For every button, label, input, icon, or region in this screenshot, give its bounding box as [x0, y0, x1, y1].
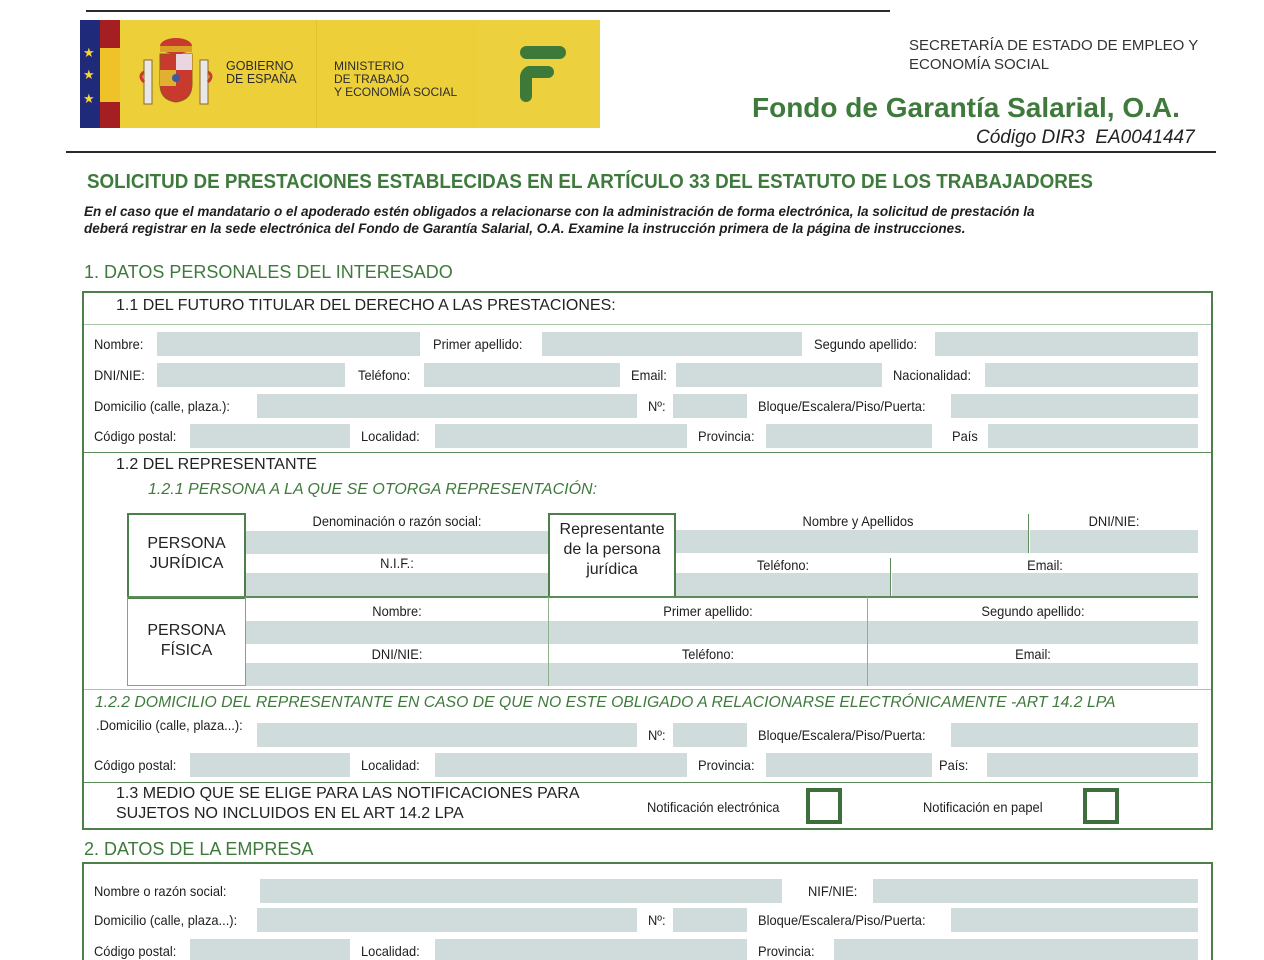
localidad-input[interactable] — [435, 424, 687, 448]
coat-of-arms-icon — [138, 32, 214, 112]
domicilio-input[interactable] — [257, 394, 637, 418]
nacionalidad-label: Nacionalidad: — [893, 367, 972, 383]
cp-input[interactable] — [190, 424, 350, 448]
rep-cp-label: Código postal: — [94, 757, 177, 773]
section12-title: 1.2 DEL REPRESENTANTE — [116, 456, 317, 473]
divider — [1028, 514, 1029, 553]
top-rule — [86, 10, 890, 12]
government-label: GOBIERNO DE ESPAÑA — [226, 59, 297, 86]
rep-email-label: Email: — [1027, 557, 1063, 573]
fisica-dni-input[interactable] — [246, 663, 548, 686]
divider — [84, 689, 1211, 690]
rep-nombre-apellidos-input[interactable] — [676, 530, 1028, 553]
fisica-email-label: Email: — [1015, 646, 1051, 662]
empresa-nif-label: NIF/NIE: — [808, 883, 858, 899]
empresa-provincia-input[interactable] — [834, 939, 1198, 960]
divider — [127, 596, 1198, 598]
divider — [84, 782, 1211, 783]
divider — [84, 324, 1211, 325]
rep-email-input[interactable] — [892, 573, 1198, 596]
numero-input[interactable] — [673, 394, 747, 418]
segundo-apellido-label: Segundo apellido: — [814, 336, 918, 352]
rep-domicilio-label: .Domicilio (calle, plaza...): — [96, 717, 243, 733]
nacionalidad-input[interactable] — [985, 363, 1198, 387]
empresa-bloque-label: Bloque/Escalera/Piso/Puerta: — [758, 912, 926, 928]
fisica-dni-label: DNI/NIE: — [371, 646, 423, 662]
divider — [867, 597, 868, 686]
notificacion-electronica-label: Notificación electrónica — [647, 799, 780, 815]
empresa-domicilio-input[interactable] — [257, 908, 637, 932]
persona-juridica-label: PERSONA JURÍDICA — [147, 535, 226, 572]
rep-localidad-input[interactable] — [435, 753, 687, 777]
rep-pais-label: País: — [939, 757, 969, 773]
nif-label: N.I.F.: — [380, 555, 414, 571]
provincia-label: Provincia: — [698, 428, 755, 444]
telefono-label: Teléfono: — [358, 367, 411, 383]
primer-apellido-label: Primer apellido: — [433, 336, 523, 352]
empresa-localidad-input[interactable] — [435, 939, 747, 960]
fisica-segundo-apellido-label: Segundo apellido: — [981, 603, 1085, 619]
empresa-cp-label: Código postal: — [94, 943, 177, 959]
section121-title: 1.2.1 PERSONA A LA QUE SE OTORGA REPRESENTACIÓN: — [148, 481, 598, 498]
denominacion-label: Denominación o razón social: — [312, 513, 482, 529]
rep-provincia-label: Provincia: — [698, 757, 755, 773]
segundo-apellido-input[interactable] — [935, 332, 1198, 356]
email-label: Email: — [631, 367, 667, 383]
divider — [548, 597, 549, 686]
pais-input[interactable] — [988, 424, 1198, 448]
fisica-primer-apellido-input[interactable] — [549, 621, 867, 644]
rep-bloque-label: Bloque/Escalera/Piso/Puerta: — [758, 727, 926, 743]
rep-numero-input[interactable] — [673, 723, 747, 747]
section1-title: 1. DATOS PERSONALES DEL INTERESADO — [84, 262, 453, 282]
divider — [84, 452, 1211, 453]
dir3-code: Código DIR3 EA0041447 — [976, 127, 1195, 148]
section122-title: 1.2.2 DOMICILIO DEL REPRESENTANTE EN CASO DE QUE NO ESTE OBLIGADO A RELACIONARSE ELECTRÓNICAMENTE -ART 14.2 LPA — [95, 694, 1116, 711]
pais-label: País — [952, 428, 978, 444]
fisica-nombre-label: Nombre: — [372, 603, 422, 619]
empresa-localidad-label: Localidad: — [361, 943, 420, 959]
empresa-cp-input[interactable] — [190, 939, 350, 960]
email-input[interactable] — [676, 363, 882, 387]
section11-title: 1.1 DEL FUTURO TITULAR DEL DERECHO A LAS PRESTACIONES: — [116, 297, 616, 314]
empresa-numero-label: Nº: — [648, 912, 666, 928]
empresa-nombre-label: Nombre o razón social: — [94, 883, 227, 899]
fisica-email-input[interactable] — [868, 663, 1198, 686]
fogasa-f-logo-icon — [514, 46, 568, 102]
bloque-label: Bloque/Escalera/Piso/Puerta: — [758, 398, 926, 414]
nombre-label: Nombre: — [94, 336, 144, 352]
intro-text: En el caso que el mandatario o el apoderado estén obligados a relacionarse con la administración de forma electrónica, la solicitud de prestación la deberá registrar en la sede electrónica del Fondo de Garantía Salarial, O.A. Examine la instrucción primera de la página de instrucciones. — [84, 203, 1035, 236]
divider — [890, 558, 891, 598]
denominacion-input[interactable] — [246, 531, 548, 554]
empresa-provincia-label: Provincia: — [758, 943, 815, 959]
star-icon: ★ — [83, 45, 95, 60]
notificacion-papel-label: Notificación en papel — [923, 799, 1043, 815]
rep-telefono-label: Teléfono: — [756, 557, 810, 573]
fisica-nombre-input[interactable] — [246, 621, 548, 644]
dni-input[interactable] — [157, 363, 345, 387]
section13-title: 1.3 MEDIO QUE SE ELIGE PARA LAS NOTIFICACIONES PARA SUJETOS NO INCLUIDOS EN EL ART 14.2 LPA — [116, 785, 580, 822]
fisica-segundo-apellido-input[interactable] — [868, 621, 1198, 644]
spain-flag-yellow — [100, 48, 120, 102]
persona-fisica-label: PERSONA FÍSICA — [147, 622, 226, 659]
nif-input[interactable] — [246, 573, 548, 596]
section2-title: 2. DATOS DE LA EMPRESA — [84, 839, 314, 859]
fisica-telefono-input[interactable] — [549, 663, 867, 686]
rep-dni-input[interactable] — [1030, 530, 1198, 553]
cp-label: Código postal: — [94, 428, 177, 444]
notificacion-papel-checkbox[interactable] — [1083, 788, 1119, 824]
rep-dni-label: DNI/NIE: — [1088, 513, 1140, 529]
rep-bloque-input[interactable] — [951, 723, 1198, 747]
fisica-primer-apellido-label: Primer apellido: — [663, 603, 753, 619]
rep-domicilio-input[interactable] — [257, 723, 637, 747]
telefono-input[interactable] — [424, 363, 620, 387]
logo-divider — [316, 20, 317, 128]
representante-label: Representante de la persona jurídica — [559, 521, 665, 578]
rep-localidad-label: Localidad: — [361, 757, 420, 773]
empresa-domicilio-label: Domicilio (calle, plaza...): — [94, 912, 238, 928]
empresa-nif-input[interactable] — [873, 879, 1198, 903]
fisica-telefono-label: Teléfono: — [681, 646, 735, 662]
nombre-input[interactable] — [157, 332, 420, 356]
star-icon: ★ — [83, 91, 95, 106]
form-title: SOLICITUD DE PRESTACIONES ESTABLECIDAS EN EL ARTÍCULO 33 DEL ESTATUTO DE LOS TRABAJADORES — [87, 171, 1093, 193]
notificacion-electronica-checkbox[interactable] — [806, 788, 842, 824]
empresa-numero-input[interactable] — [673, 908, 747, 932]
rep-provincia-input[interactable] — [766, 753, 932, 777]
empresa-bloque-input[interactable] — [951, 908, 1198, 932]
localidad-label: Localidad: — [361, 428, 420, 444]
primer-apellido-input[interactable] — [542, 332, 802, 356]
secretaria-label: SECRETARÍA DE ESTADO DE EMPLEO Y ECONOMÍA SOCIAL — [909, 37, 1199, 73]
organism-title: Fondo de Garantía Salarial, O.A. — [752, 92, 1180, 123]
header-bottom-rule — [66, 151, 1216, 153]
star-icon: ★ — [83, 67, 95, 82]
empresa-nombre-input[interactable] — [260, 879, 782, 903]
rep-pais-input[interactable] — [987, 753, 1198, 777]
bloque-input[interactable] — [951, 394, 1198, 418]
rep-cp-input[interactable] — [190, 753, 350, 777]
ministry-label: MINISTERIO DE TRABAJO Y ECONOMÍA SOCIAL — [334, 59, 458, 99]
numero-label: Nº: — [648, 398, 666, 414]
rep-telefono-input[interactable] — [676, 573, 890, 596]
dni-label: DNI/NIE: — [94, 367, 145, 383]
provincia-input[interactable] — [766, 424, 932, 448]
nombre-apellidos-label: Nombre y Apellidos — [802, 513, 914, 529]
domicilio-label: Domicilio (calle, plaza.): — [94, 398, 231, 414]
rep-numero-label: Nº: — [648, 727, 666, 743]
